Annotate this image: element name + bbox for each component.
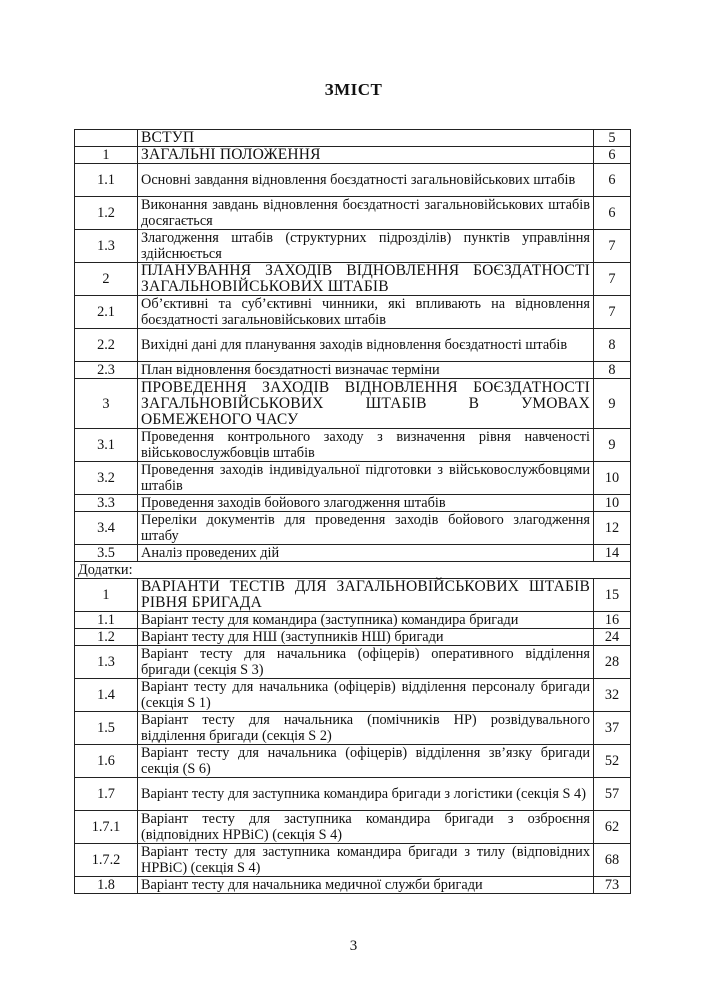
toc-section-number: 1.1	[75, 612, 138, 629]
toc-row	[75, 778, 631, 811]
toc-page-number: 57	[594, 778, 631, 811]
toc-section-number: 1.2	[75, 197, 138, 230]
toc-row	[75, 629, 631, 646]
toc-section-number: 1.7.1	[75, 811, 138, 844]
toc-section-title: Проведення контрольного заходу з визначення рівня навченості військовослужбовців штабів	[138, 429, 594, 462]
toc-row	[75, 230, 631, 263]
toc-section-title: Переліки документів для проведення заходів бойового злагодження штабу	[138, 512, 594, 545]
toc-page-number: 7	[594, 263, 631, 296]
toc-row	[75, 362, 631, 379]
toc-section-number: 1.6	[75, 745, 138, 778]
toc-section-number: 3.4	[75, 512, 138, 545]
toc-row	[75, 462, 631, 495]
toc-section-number: 2.3	[75, 362, 138, 379]
toc-row	[75, 612, 631, 629]
toc-row	[75, 712, 631, 745]
toc-row	[75, 579, 631, 612]
toc-page-number: 8	[594, 362, 631, 379]
toc-section-number: 1.1	[75, 164, 138, 197]
toc-section-title: Аналіз проведених дій	[138, 545, 594, 562]
toc-section-number: 1.2	[75, 629, 138, 646]
toc-section-title: Виконання завдань відновлення боєздатності загальновійськових штабів досягається	[138, 197, 594, 230]
toc-page-number: 9	[594, 379, 631, 429]
toc-page-number: 6	[594, 147, 631, 164]
toc-section-number: 1.7.2	[75, 844, 138, 877]
toc-row	[75, 379, 631, 429]
toc-row	[75, 877, 631, 894]
toc-section-number: 3.3	[75, 495, 138, 512]
toc-page-number: 24	[594, 629, 631, 646]
toc-row	[75, 562, 631, 579]
toc-page-number: 6	[594, 164, 631, 197]
toc-page-number: 15	[594, 579, 631, 612]
toc-section-title: Об’єктивні та суб’єктивні чинники, які впливають на відновлення боєздатності загальновійськових штабів	[138, 296, 594, 329]
toc-row	[75, 130, 631, 147]
toc-section-title: Основні завдання відновлення боєздатності загальновійськових штабів	[138, 164, 594, 197]
toc-section-title: Варіант тесту для командира (заступника) командира бригади	[138, 612, 594, 629]
toc-row	[75, 646, 631, 679]
toc-section-number: 1	[75, 147, 138, 164]
toc-section-title: Варіант тесту для начальника (офіцерів) оперативного відділення бригади (секція S 3)	[138, 646, 594, 679]
toc-page-number: 6	[594, 197, 631, 230]
toc-section-number: 2.1	[75, 296, 138, 329]
toc-section-title: ПЛАНУВАННЯ ЗАХОДІВ ВІДНОВЛЕННЯ БОЄЗДАТНОСТІ ЗАГАЛЬНОВІЙСЬКОВИХ ШТАБІВ	[138, 263, 594, 296]
toc-page-number: 14	[594, 545, 631, 562]
appendix-heading: Додатки:	[75, 562, 631, 579]
toc-page-number: 28	[594, 646, 631, 679]
toc-page-number: 12	[594, 512, 631, 545]
toc-page-number: 7	[594, 296, 631, 329]
toc-row	[75, 545, 631, 562]
toc-page-number: 62	[594, 811, 631, 844]
toc-section-title: Варіант тесту для заступника командира бригади з озброєння (відповідних НРВіС) (секція S 4)	[138, 811, 594, 844]
toc-section-title: Злагодження штабів (структурних підрозділів) пунктів управління здійснюється	[138, 230, 594, 263]
toc-page-number: 52	[594, 745, 631, 778]
toc-section-title: Проведення заходів індивідуальної підготовки з військовослужбовцями штабів	[138, 462, 594, 495]
toc-section-title: Варіант тесту для начальника (офіцерів) відділення зв’язку бригади секція (S 6)	[138, 745, 594, 778]
toc-section-number: 1.7	[75, 778, 138, 811]
toc-row	[75, 197, 631, 230]
toc-row	[75, 164, 631, 197]
toc-section-number: 1.8	[75, 877, 138, 894]
toc-section-title: Проведення заходів бойового злагодження штабів	[138, 495, 594, 512]
toc-page-number: 68	[594, 844, 631, 877]
toc-row	[75, 147, 631, 164]
toc-section-title: ПРОВЕДЕННЯ ЗАХОДІВ ВІДНОВЛЕННЯ БОЄЗДАТНОСТІ ЗАГАЛЬНОВІЙСЬКОВИХ ШТАБІВ В УМОВАХ ОБМЕЖЕНОГО ЧАСУ	[138, 379, 594, 429]
toc-section-title: ВАРІАНТИ ТЕСТІВ ДЛЯ ЗАГАЛЬНОВІЙСЬКОВИХ ШТАБІВ РІВНЯ БРИГАДА	[138, 579, 594, 612]
toc-section-title: Вихідні дані для планування заходів відновлення боєздатності штабів	[138, 329, 594, 362]
toc-section-number: 1	[75, 579, 138, 612]
toc-page-number: 32	[594, 679, 631, 712]
toc-page-number: 8	[594, 329, 631, 362]
toc-row	[75, 745, 631, 778]
table-of-contents	[74, 129, 631, 894]
toc-page-number: 10	[594, 462, 631, 495]
toc-section-number: 3.2	[75, 462, 138, 495]
page-number: 3	[349, 938, 358, 954]
toc-page-number: 10	[594, 495, 631, 512]
toc-section-number: 1.5	[75, 712, 138, 745]
toc-row	[75, 811, 631, 844]
toc-section-number	[75, 130, 138, 147]
toc-section-title: План відновлення боєздатності визначає терміни	[138, 362, 594, 379]
toc-section-title: Варіант тесту для заступника командира бригади з тилу (відповідних НРВіС) (секція S 4)	[138, 844, 594, 877]
toc-section-number: 2	[75, 263, 138, 296]
toc-section-number: 2.2	[75, 329, 138, 362]
toc-row	[75, 512, 631, 545]
toc-section-title: Варіант тесту для начальника медичної служби бригади	[138, 877, 594, 894]
toc-row	[75, 429, 631, 462]
toc-page-number: 37	[594, 712, 631, 745]
page-title: ЗМІСТ	[324, 80, 383, 99]
toc-page-number: 5	[594, 130, 631, 147]
toc-section-number: 3	[75, 379, 138, 429]
toc-row	[75, 329, 631, 362]
toc-section-title: Варіант тесту для начальника (офіцерів) відділення персоналу бригади (секція S 1)	[138, 679, 594, 712]
toc-row	[75, 495, 631, 512]
toc-section-title: Варіант тесту для заступника командира бригади з логістики (секція S 4)	[138, 778, 594, 811]
toc-section-title: Варіант тесту для начальника (помічників НР) розвідувального відділення бригади (секція S 2)	[138, 712, 594, 745]
toc-page-number: 7	[594, 230, 631, 263]
toc-row	[75, 844, 631, 877]
toc-page-number: 9	[594, 429, 631, 462]
toc-section-number: 1.4	[75, 679, 138, 712]
toc-page-number: 16	[594, 612, 631, 629]
toc-section-number: 1.3	[75, 646, 138, 679]
toc-section-title: ЗАГАЛЬНІ ПОЛОЖЕННЯ	[138, 147, 594, 164]
toc-section-number: 1.3	[75, 230, 138, 263]
toc-page-number: 73	[594, 877, 631, 894]
toc-section-title: Варіант тесту для НШ (заступників НШ) бригади	[138, 629, 594, 646]
toc-section-number: 3.5	[75, 545, 138, 562]
toc-row	[75, 263, 631, 296]
toc-row	[75, 296, 631, 329]
toc-section-title: ВСТУП	[138, 130, 594, 147]
toc-section-number: 3.1	[75, 429, 138, 462]
toc-row	[75, 679, 631, 712]
